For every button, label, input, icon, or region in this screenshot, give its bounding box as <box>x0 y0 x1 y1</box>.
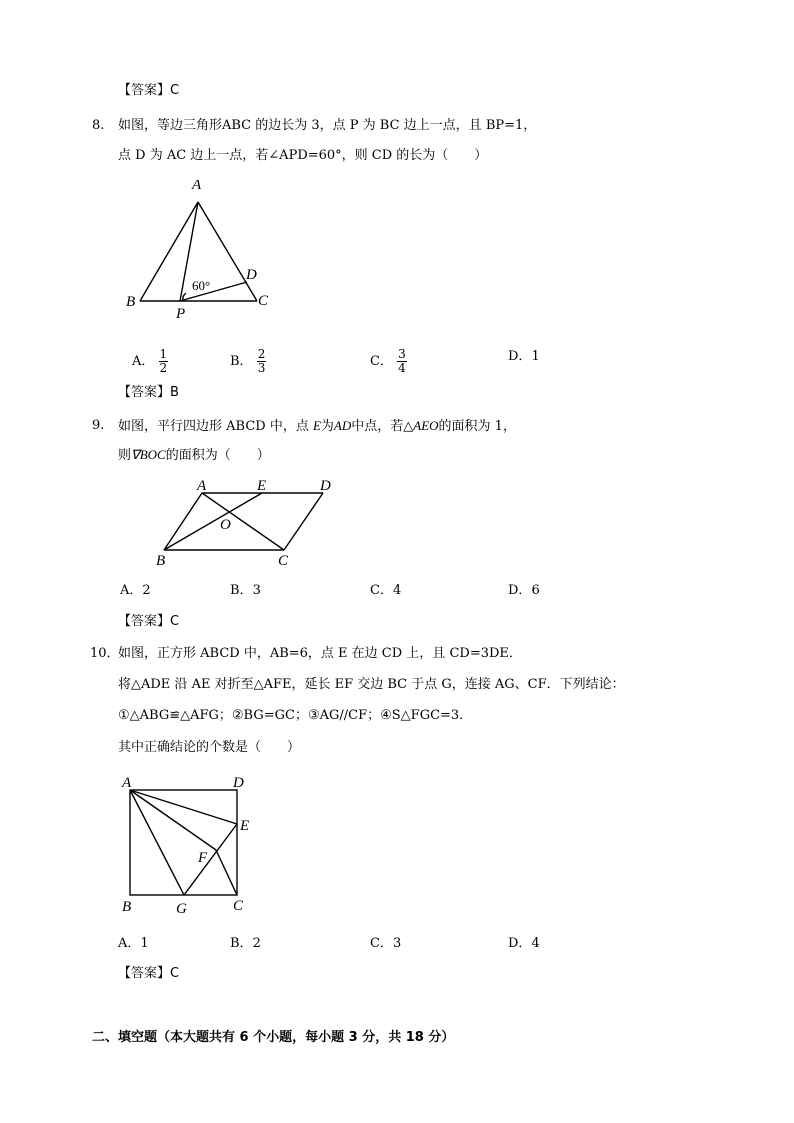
q10-stem-line3: ①△ABG≌△AFG；②BG=GC；③AG//CF；④S△FGC=3． <box>118 708 473 723</box>
q10-segment-ae <box>130 790 237 824</box>
q9-label-e: E <box>257 478 267 494</box>
q9-text: 的面积为（ ） <box>165 448 270 463</box>
q9-option-c-value: 4 <box>392 583 402 598</box>
q9-side-ab <box>164 493 202 550</box>
q8-figure <box>120 180 290 320</box>
q9-option-b-letter: B． <box>230 583 253 598</box>
q9-var-ad: AD <box>333 418 352 433</box>
q10-option-a <box>118 936 149 952</box>
section-heading-fill-in: 二、填空题（本大题共有 6 个小题，每小题 3 分，共 18 分） <box>92 1030 455 1045</box>
q8-option-b-letter: B． <box>230 354 253 369</box>
q10-option-c-value: 3 <box>392 936 402 951</box>
q10-segment-eg <box>184 824 237 895</box>
q8-option-c-num: 3 <box>398 347 406 361</box>
q10-label-f: F <box>198 850 208 866</box>
q9-option-b <box>230 583 261 599</box>
q8-stem-line1: 如图，等边三角形ABC 的边长为 3，点 P 为 BC 边上一点，且 BP=1， <box>118 118 537 133</box>
q9-var-aeo: AEO <box>413 418 439 433</box>
q9-text: 的面积为 1， <box>438 419 516 434</box>
q9-option-d-value: 6 <box>531 583 540 598</box>
q10-option-b <box>230 936 261 952</box>
q8-stem-line2: 点 D 为 AC 边上一点，若∠APD=60°，则 CD 的长为（ ） <box>118 148 488 163</box>
q8-option-a <box>132 348 168 375</box>
q10-stem-line2: 将△ADE 沿 AE 对折至△AFE，延长 EF 交边 BC 于点 G，连接 AG、CF．下列结论： <box>118 677 625 692</box>
q8-angle-label: 60° <box>192 278 211 293</box>
q8-option-a-den: 2 <box>159 361 168 375</box>
q10-label-b: B <box>122 899 132 915</box>
q9-stem-line2 <box>118 447 270 464</box>
q9-number: 9. <box>92 418 105 433</box>
q10-option-a-value: 1 <box>140 936 149 951</box>
q9-var-boc: ∇BOC <box>131 447 166 462</box>
q8-option-d-letter: D． <box>508 349 532 364</box>
q10-label-g: G <box>176 901 187 917</box>
q10-segment-fc <box>216 850 237 895</box>
q8-option-d-value: 1 <box>531 349 540 364</box>
q9-label-c: C <box>278 553 289 569</box>
q8-option-b <box>230 348 266 375</box>
q8-option-c <box>370 348 407 375</box>
q8-option-c-den: 4 <box>398 361 406 375</box>
q9-label-b: B <box>156 553 166 569</box>
q9-segment-be <box>164 493 262 550</box>
q10-label-d: D <box>233 775 244 791</box>
q9-option-c <box>370 583 401 599</box>
q9-option-a <box>120 583 151 599</box>
q9-var-e: E <box>312 418 321 433</box>
q10-option-b-value: 2 <box>252 936 261 951</box>
q8-label-d: D <box>246 267 257 283</box>
q8-option-c-letter: C． <box>370 354 393 369</box>
q10-label-c: C <box>233 898 244 914</box>
q10-stem-line1: 如图，正方形 ABCD 中，AB=6，点 E 在边 CD 上，且 CD=3DE． <box>118 646 522 661</box>
q8-segment-pd <box>180 282 247 301</box>
q8-label-p: P <box>176 306 186 320</box>
q10-answer: 【答案】C <box>118 966 180 981</box>
q7-answer: 【答案】C <box>118 83 180 98</box>
q10-option-d <box>508 936 540 952</box>
q9-text: 如图，平行四边形 ABCD 中，点 <box>118 419 313 434</box>
q10-option-a-letter: A． <box>118 936 141 951</box>
q8-label-b: B <box>126 294 136 310</box>
q9-text: 则 <box>118 448 132 463</box>
q10-label-a: A <box>122 775 132 791</box>
q9-option-b-value: 3 <box>252 583 261 598</box>
q8-option-b-den: 3 <box>257 361 266 375</box>
q9-label-a: A <box>197 478 207 494</box>
q10-figure <box>118 770 268 918</box>
q9-option-d-letter: D． <box>508 583 532 598</box>
q10-option-d-letter: D． <box>508 936 532 951</box>
q8-option-a-num: 1 <box>159 347 168 361</box>
q10-number: 10． <box>90 646 120 661</box>
q9-stem-line1 <box>118 418 516 435</box>
q8-option-a-fraction <box>159 348 169 375</box>
q8-option-c-fraction <box>397 348 407 375</box>
q10-option-d-value: 4 <box>531 936 540 951</box>
q9-label-o: O <box>220 517 231 533</box>
q10-label-e: E <box>240 818 250 834</box>
q8-option-b-fraction <box>257 348 267 375</box>
q9-answer: 【答案】C <box>118 614 180 629</box>
q10-segment-ag <box>130 790 184 895</box>
q10-option-c-letter: C． <box>370 936 393 951</box>
q10-option-b-letter: B． <box>230 936 253 951</box>
q10-segment-af <box>130 790 216 850</box>
q8-option-a-letter: A． <box>132 354 155 369</box>
q8-answer: 【答案】B <box>118 385 179 400</box>
q10-stem-line4: 其中正确结论的个数是（ ） <box>118 740 301 755</box>
q9-option-d <box>508 583 540 599</box>
q8-label-c: C <box>258 293 269 309</box>
q9-figure <box>150 476 350 572</box>
q8-option-b-num: 2 <box>257 347 266 361</box>
q8-label-a: A <box>192 180 202 193</box>
q10-option-c <box>370 936 401 952</box>
q9-label-d: D <box>320 478 331 494</box>
q9-option-a-value: 2 <box>142 583 151 598</box>
q9-side-dc <box>284 493 323 550</box>
q8-option-d <box>508 349 540 365</box>
q8-number: 8. <box>92 118 105 133</box>
q9-option-c-letter: C． <box>370 583 393 598</box>
q10-square-abcd <box>130 790 237 895</box>
q9-text: 中点，若△ <box>351 419 414 434</box>
q9-text: 为 <box>320 419 334 434</box>
q9-option-a-letter: A． <box>120 583 143 598</box>
